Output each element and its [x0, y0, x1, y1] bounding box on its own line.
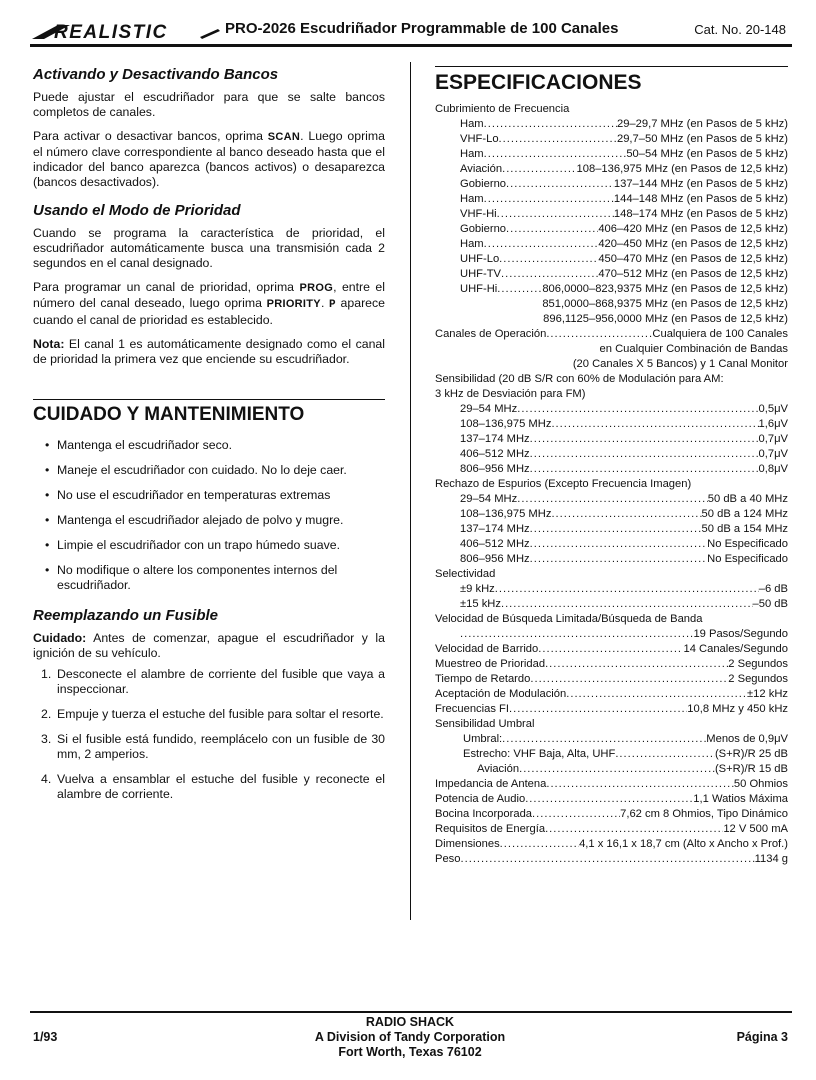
leader-dots [484, 117, 617, 132]
spec-value: 0,5μV [758, 403, 788, 415]
step-number: 1. [41, 667, 52, 681]
spec-label: UHF-Lo [460, 253, 500, 265]
column-divider [410, 62, 411, 920]
spec-label: Ham [460, 193, 484, 205]
fuse-caution [33, 631, 385, 661]
spec-value: 450–470 MHz (en Pasos de 12,5 kHz) [598, 253, 788, 265]
care-bullet: • Maneje el escudriñador con cuidado. No lo deje caer. [45, 463, 385, 478]
specs-heading: ESPECIFICACIONES [435, 71, 642, 94]
footer-line-1: RADIO SHACK [365, 1015, 455, 1029]
leader-dots [566, 687, 747, 702]
uhf-hi-line-3: 896,1125–956,0000 MHz (en Pasos de 12,5 kHz) [543, 313, 788, 325]
selectivity-label: Selectividad [435, 568, 496, 580]
spec-row [435, 732, 788, 747]
spec-value: 50 dB a 124 MHz [701, 508, 788, 520]
spec-label: UHF-TV [460, 268, 502, 280]
spec-row [435, 447, 788, 462]
leader-dots [551, 417, 758, 432]
spec-value: Menos de 0,9μV [706, 733, 788, 745]
spec-label: UHF-Hi [460, 283, 498, 295]
spec-row [435, 822, 788, 837]
banks-paragraph-2 [33, 129, 385, 190]
spec-value: 29–29,7 MHz (en Pasos de 5 kHz) [616, 118, 788, 130]
spec-value: (S+R)/R 25 dB [714, 748, 788, 760]
leader-dots [530, 462, 759, 477]
spec-row [435, 177, 788, 192]
spec-row [435, 132, 788, 147]
spec-label: ±15 kHz [460, 598, 501, 610]
spec-value: 1,6μV [758, 418, 788, 430]
spec-row [435, 432, 788, 447]
spec-label: Muestreo de Prioridad [435, 658, 546, 670]
spec-label: Gobierno [460, 223, 507, 235]
coverage-list [435, 117, 788, 282]
leader-dots [501, 267, 598, 282]
spec-label: Ham [460, 118, 484, 130]
care-bullet: • Mantenga el escudriñador seco. [45, 438, 385, 453]
leader-dots [530, 552, 708, 567]
spec-value: Cualquiera de 100 Canales [652, 328, 788, 340]
squelch-list [435, 732, 788, 777]
spec-row [435, 402, 788, 417]
spec-value: 19 Pasos/Segundo [693, 628, 788, 640]
spec-label: 137–174 MHz [460, 433, 530, 445]
spec-label: VHF-Hi [460, 208, 497, 220]
care-section-rule [33, 399, 385, 400]
spec-value: 108–136,975 MHz (en Pasos de 12,5 kHz) [576, 163, 788, 175]
spec-value: 4,1 x 16,1 x 18,7 cm (Alto x Ancho x Prof.) [579, 838, 788, 850]
spec-value: ±12 kHz [747, 688, 788, 700]
leader-dots [525, 792, 693, 807]
leader-dots [530, 672, 728, 687]
spec-value: –50 dB [752, 598, 788, 610]
care-bullet-list [33, 438, 385, 593]
leader-dots [519, 762, 715, 777]
spec-row [435, 462, 788, 477]
leader-dots [538, 642, 683, 657]
brand-logo-text: REALISTIC [54, 22, 168, 43]
sensitivity-list [435, 402, 788, 477]
spec-value: –6 dB [758, 583, 788, 595]
spec-label: 406–512 MHz [460, 448, 530, 460]
priority-note [33, 337, 385, 367]
spec-value: 0,7μV [758, 448, 788, 460]
spec-label: Impedancia de Antena [435, 778, 547, 790]
spec-label: 108–136,975 MHz [460, 508, 552, 520]
spec-label: ±9 kHz [460, 583, 495, 595]
spec-value: 137–144 MHz (en Pasos de 5 kHz) [613, 178, 788, 190]
leader-dots [461, 852, 755, 867]
care-bullet: • No modifique o altere los componentes internos del escudriñador. [45, 563, 385, 593]
spec-row [435, 192, 788, 207]
header-rule [30, 44, 792, 47]
spec-value: 470–512 MHz (en Pasos de 12,5 kHz) [598, 268, 788, 280]
leader-dots [530, 447, 759, 462]
sensitivity-label-1: Sensibilidad (20 dB S/R con 60% de Modulación para AM: [435, 373, 724, 385]
fuse-step [41, 707, 385, 722]
caution-text: Antes de comenzar, apague el escudriñador y la ignición de su vehículo. [33, 631, 385, 660]
leader-dots [484, 147, 627, 162]
spec-row [435, 777, 788, 792]
fuse-heading: Reemplazando un Fusible [33, 607, 219, 624]
spec-label: Umbral: [463, 733, 503, 745]
spec-label: Canales de Operación [435, 328, 547, 340]
priority-indicator-p: P [329, 299, 336, 311]
spec-label: Tiempo de Retardo [435, 673, 531, 685]
leader-dots [517, 402, 758, 417]
step-text: Si el fusible está fundido, reemplácelo con un fusible de 30 mm, 2 amperios. [57, 732, 385, 761]
spec-label: 108–136,975 MHz [460, 418, 552, 430]
fuse-step [41, 772, 385, 802]
leader-dots [615, 747, 715, 762]
uhf-hi-row [435, 282, 788, 297]
fuse-step [41, 732, 385, 762]
spec-value: 14 Canales/Segundo [683, 643, 788, 655]
spurious-list [435, 492, 788, 567]
spec-value: 0,8μV [758, 463, 788, 475]
priority-text-a: Para programar un canal de prioridad, oprima [33, 280, 300, 294]
care-bullet: • Mantenga el escudriñador alejado de polvo y mugre. [45, 513, 385, 528]
spec-row [435, 117, 788, 132]
spec-label: Peso [435, 853, 461, 865]
spec-value: 806,0000–823,9375 MHz (en Pasos de 12,5 kHz) [542, 283, 788, 295]
channels-row [435, 327, 788, 342]
footer-page-number: Página 3 [736, 1030, 788, 1044]
leader-dots [502, 162, 576, 177]
spec-value: 2 Segundos [728, 673, 788, 685]
spec-label: 137–174 MHz [460, 523, 530, 535]
step-number: 4. [41, 772, 52, 786]
spec-row [435, 597, 788, 612]
care-bullet: • No use el escudriñador en temperaturas extremas [45, 488, 385, 503]
fuse-steps [33, 667, 385, 802]
spec-value: 420–450 MHz (en Pasos de 12,5 kHz) [598, 238, 788, 250]
priority-key-label: PRIORITY [266, 298, 321, 310]
spec-row [435, 642, 788, 657]
footer-date: 1/93 [33, 1030, 58, 1044]
leader-dots [499, 132, 617, 147]
prog-key-label: PROG [299, 282, 334, 294]
channels-line-3: (20 Canales X 5 Bancos) y 1 Canal Monitor [572, 358, 788, 370]
spec-value: 0,7μV [758, 433, 788, 445]
step-text: Desconecte el alambre de corriente del fusible que vaya a inspeccionar. [57, 667, 385, 696]
spec-row [435, 162, 788, 177]
channels-line-2: en Cualquier Combinación de Bandas [599, 343, 788, 355]
banks-paragraph-1: Puede ajustar el escudriñador para que se salte bancos completos de canales. [33, 90, 385, 119]
scan-key-label: SCAN [267, 131, 301, 143]
leader-dots [546, 777, 734, 792]
spec-label: Requisitos de Energía [435, 823, 546, 835]
leader-dots [545, 657, 728, 672]
spec-row [435, 702, 788, 717]
leader-dots [545, 822, 723, 837]
spec-value: 50–54 MHz (en Pasos de 5 kHz) [626, 148, 788, 160]
priority-heading: Usando el Modo de Prioridad [33, 202, 241, 219]
spec-label: Frecuencias FI [435, 703, 509, 715]
spec-row [435, 672, 788, 687]
search-speed-label: Velocidad de Búsqueda Limitada/Búsqueda de Banda [435, 613, 703, 625]
spec-row [435, 207, 788, 222]
leader-dots [530, 537, 708, 552]
spec-value: 10,8 MHz y 450 kHz [687, 703, 788, 715]
spec-label: Ham [460, 148, 484, 160]
spec-row [435, 687, 788, 702]
spec-label: 806–956 MHz [460, 463, 530, 475]
spec-row [435, 222, 788, 237]
step-number: 2. [41, 707, 52, 721]
leader-dots [500, 837, 579, 852]
general-specs-list-2 [435, 777, 788, 867]
fuse-step [41, 667, 385, 697]
spec-label: 29–54 MHz [460, 403, 518, 415]
uhf-hi-line-2: 851,0000–868,9375 MHz (en Pasos de 12,5 kHz) [542, 298, 788, 310]
spec-value: 50 dB a 40 MHz [707, 493, 788, 505]
spec-row [435, 747, 788, 762]
spec-row [435, 852, 788, 867]
spec-value: 1134 g [754, 853, 788, 865]
spec-value: 50 Ohmios [733, 778, 788, 790]
spec-row [435, 417, 788, 432]
footer-line-3: Fort Worth, Texas 76102 [338, 1045, 482, 1059]
priority-text-c: . [320, 296, 330, 310]
banks-text-a: Para activar o desactivar bancos, oprima [33, 129, 268, 143]
spec-row [435, 582, 788, 597]
leader-dots [495, 582, 759, 597]
spec-label: Aviación [460, 163, 503, 175]
specifications-column [435, 66, 788, 867]
spec-row [435, 522, 788, 537]
spec-row [435, 837, 788, 852]
spec-row [435, 507, 788, 522]
care-bullet: • Limpie el escudriñador con un trapo húmedo suave. [45, 538, 385, 553]
spec-value: (S+R)/R 15 dB [714, 763, 788, 775]
catalog-number: Cat. No. 20-148 [694, 22, 786, 37]
leader-dots [484, 192, 614, 207]
spec-value: 12 V 500 mA [723, 823, 788, 835]
priority-paragraph-2 [33, 280, 385, 328]
document-title: PRO-2026 Escudriñador Programmable de 100 Canales [225, 20, 619, 37]
footer-line-2: A Division of Tandy Corporation [314, 1030, 506, 1044]
spec-row [435, 237, 788, 252]
banks-heading: Activando y Desactivando Bancos [33, 66, 279, 83]
spec-value: 7,62 cm 8 Ohmios, Tipo Dinámico [620, 808, 788, 820]
spec-label: Aceptación de Modulación [435, 688, 567, 700]
coverage-label: Cubrimiento de Frecuencia [435, 103, 570, 115]
spec-label: Velocidad de Barrido [435, 643, 539, 655]
left-column [33, 66, 385, 812]
leader-dots [497, 207, 614, 222]
spec-row [435, 537, 788, 552]
leader-dots [506, 177, 614, 192]
spec-value: 29,7–50 MHz (en Pasos de 5 kHz) [616, 133, 788, 145]
leader-dots [517, 492, 708, 507]
spec-label: Ham [460, 238, 484, 250]
care-heading: CUIDADO Y MANTENIMIENTO [33, 404, 305, 425]
leader-dots [530, 522, 702, 537]
search-speed-row [435, 627, 788, 642]
caution-label: Cuidado: [33, 631, 87, 645]
spec-value: 50 dB a 154 MHz [701, 523, 788, 535]
priority-paragraph-1: Cuando se programa la característica de prioridad, el escudriñador automáticamente busca una transmisión cada 2 segundos en el canal designado. [33, 226, 385, 270]
footer-rule [30, 1011, 792, 1013]
spec-value: 406–420 MHz (en Pasos de 12,5 kHz) [598, 223, 788, 235]
step-text: Vuelva a ensamblar el estuche del fusible y reconecte el alambre de corriente. [57, 772, 385, 801]
squelch-label: Sensibilidad Umbral [435, 718, 535, 730]
spec-row [435, 552, 788, 567]
leader-dots [502, 732, 706, 747]
leader-dots [484, 237, 599, 252]
spec-value: 1,1 Watios Máxima [693, 793, 788, 805]
leader-dots [530, 432, 759, 447]
spec-value: 2 Segundos [728, 658, 788, 670]
spec-label: 29–54 MHz [460, 493, 518, 505]
spec-label: Bocina Incorporada [435, 808, 533, 820]
spurious-label: Rechazo de Espurios (Excepto Frecuencia Imagen) [435, 478, 692, 490]
spec-label: Dimensiones [435, 838, 500, 850]
step-number: 3. [41, 732, 52, 746]
spec-row [435, 492, 788, 507]
spec-value: No Especificado [707, 538, 788, 550]
leader-dots [499, 252, 598, 267]
spec-label: Aviación [477, 763, 520, 775]
spec-row [435, 762, 788, 777]
spec-label: 406–512 MHz [460, 538, 530, 550]
note-text: El canal 1 es automáticamente designado como el canal de prioridad la primera vez que enciende su escudriñador. [33, 337, 385, 366]
spec-row [435, 252, 788, 267]
note-label: Nota: [33, 337, 65, 351]
general-specs-list [435, 642, 788, 717]
spec-row [435, 267, 788, 282]
priority-text-d: aparece cuando el canal de prioridad es establecido. [33, 296, 385, 327]
spec-label: 806–956 MHz [460, 553, 530, 565]
spec-value: No Especificado [707, 553, 788, 565]
spec-label: Estrecho: VHF Baja, Alta, UHF [463, 748, 616, 760]
spec-value: 144–148 MHz (en Pasos de 5 kHz) [613, 193, 788, 205]
leader-dots [501, 597, 753, 612]
step-text: Empuje y tuerza el estuche del fusible para soltar el resorte. [57, 707, 384, 721]
spec-row [435, 807, 788, 822]
specs-rule [435, 66, 788, 67]
sensitivity-label-2: 3 kHz de Desviación para FM) [435, 388, 586, 400]
selectivity-list [435, 582, 788, 612]
spec-label: Gobierno [460, 178, 507, 190]
leader-dots [509, 702, 687, 717]
banks-text-b: . Luego oprima el número clave correspondiente al banco deseado hasta que el indicador del banco aparezca (bancos activos) o desaparezca (bancos desactivados). [33, 129, 385, 189]
leader-dots [551, 507, 701, 522]
spec-label: Potencia de Audio [435, 793, 526, 805]
brand-logo [30, 18, 222, 44]
spec-label: VHF-Lo [460, 133, 499, 145]
spec-row [435, 147, 788, 162]
spec-value: 148–174 MHz (en Pasos de 5 kHz) [613, 208, 788, 220]
footer-company [230, 1015, 590, 1060]
leader-dots [532, 807, 620, 822]
leader-dots [506, 222, 598, 237]
spec-row [435, 657, 788, 672]
page-header [30, 18, 792, 44]
priority-text-b: , entre el número del canal deseado, luego oprima [33, 280, 385, 310]
spec-row [435, 792, 788, 807]
